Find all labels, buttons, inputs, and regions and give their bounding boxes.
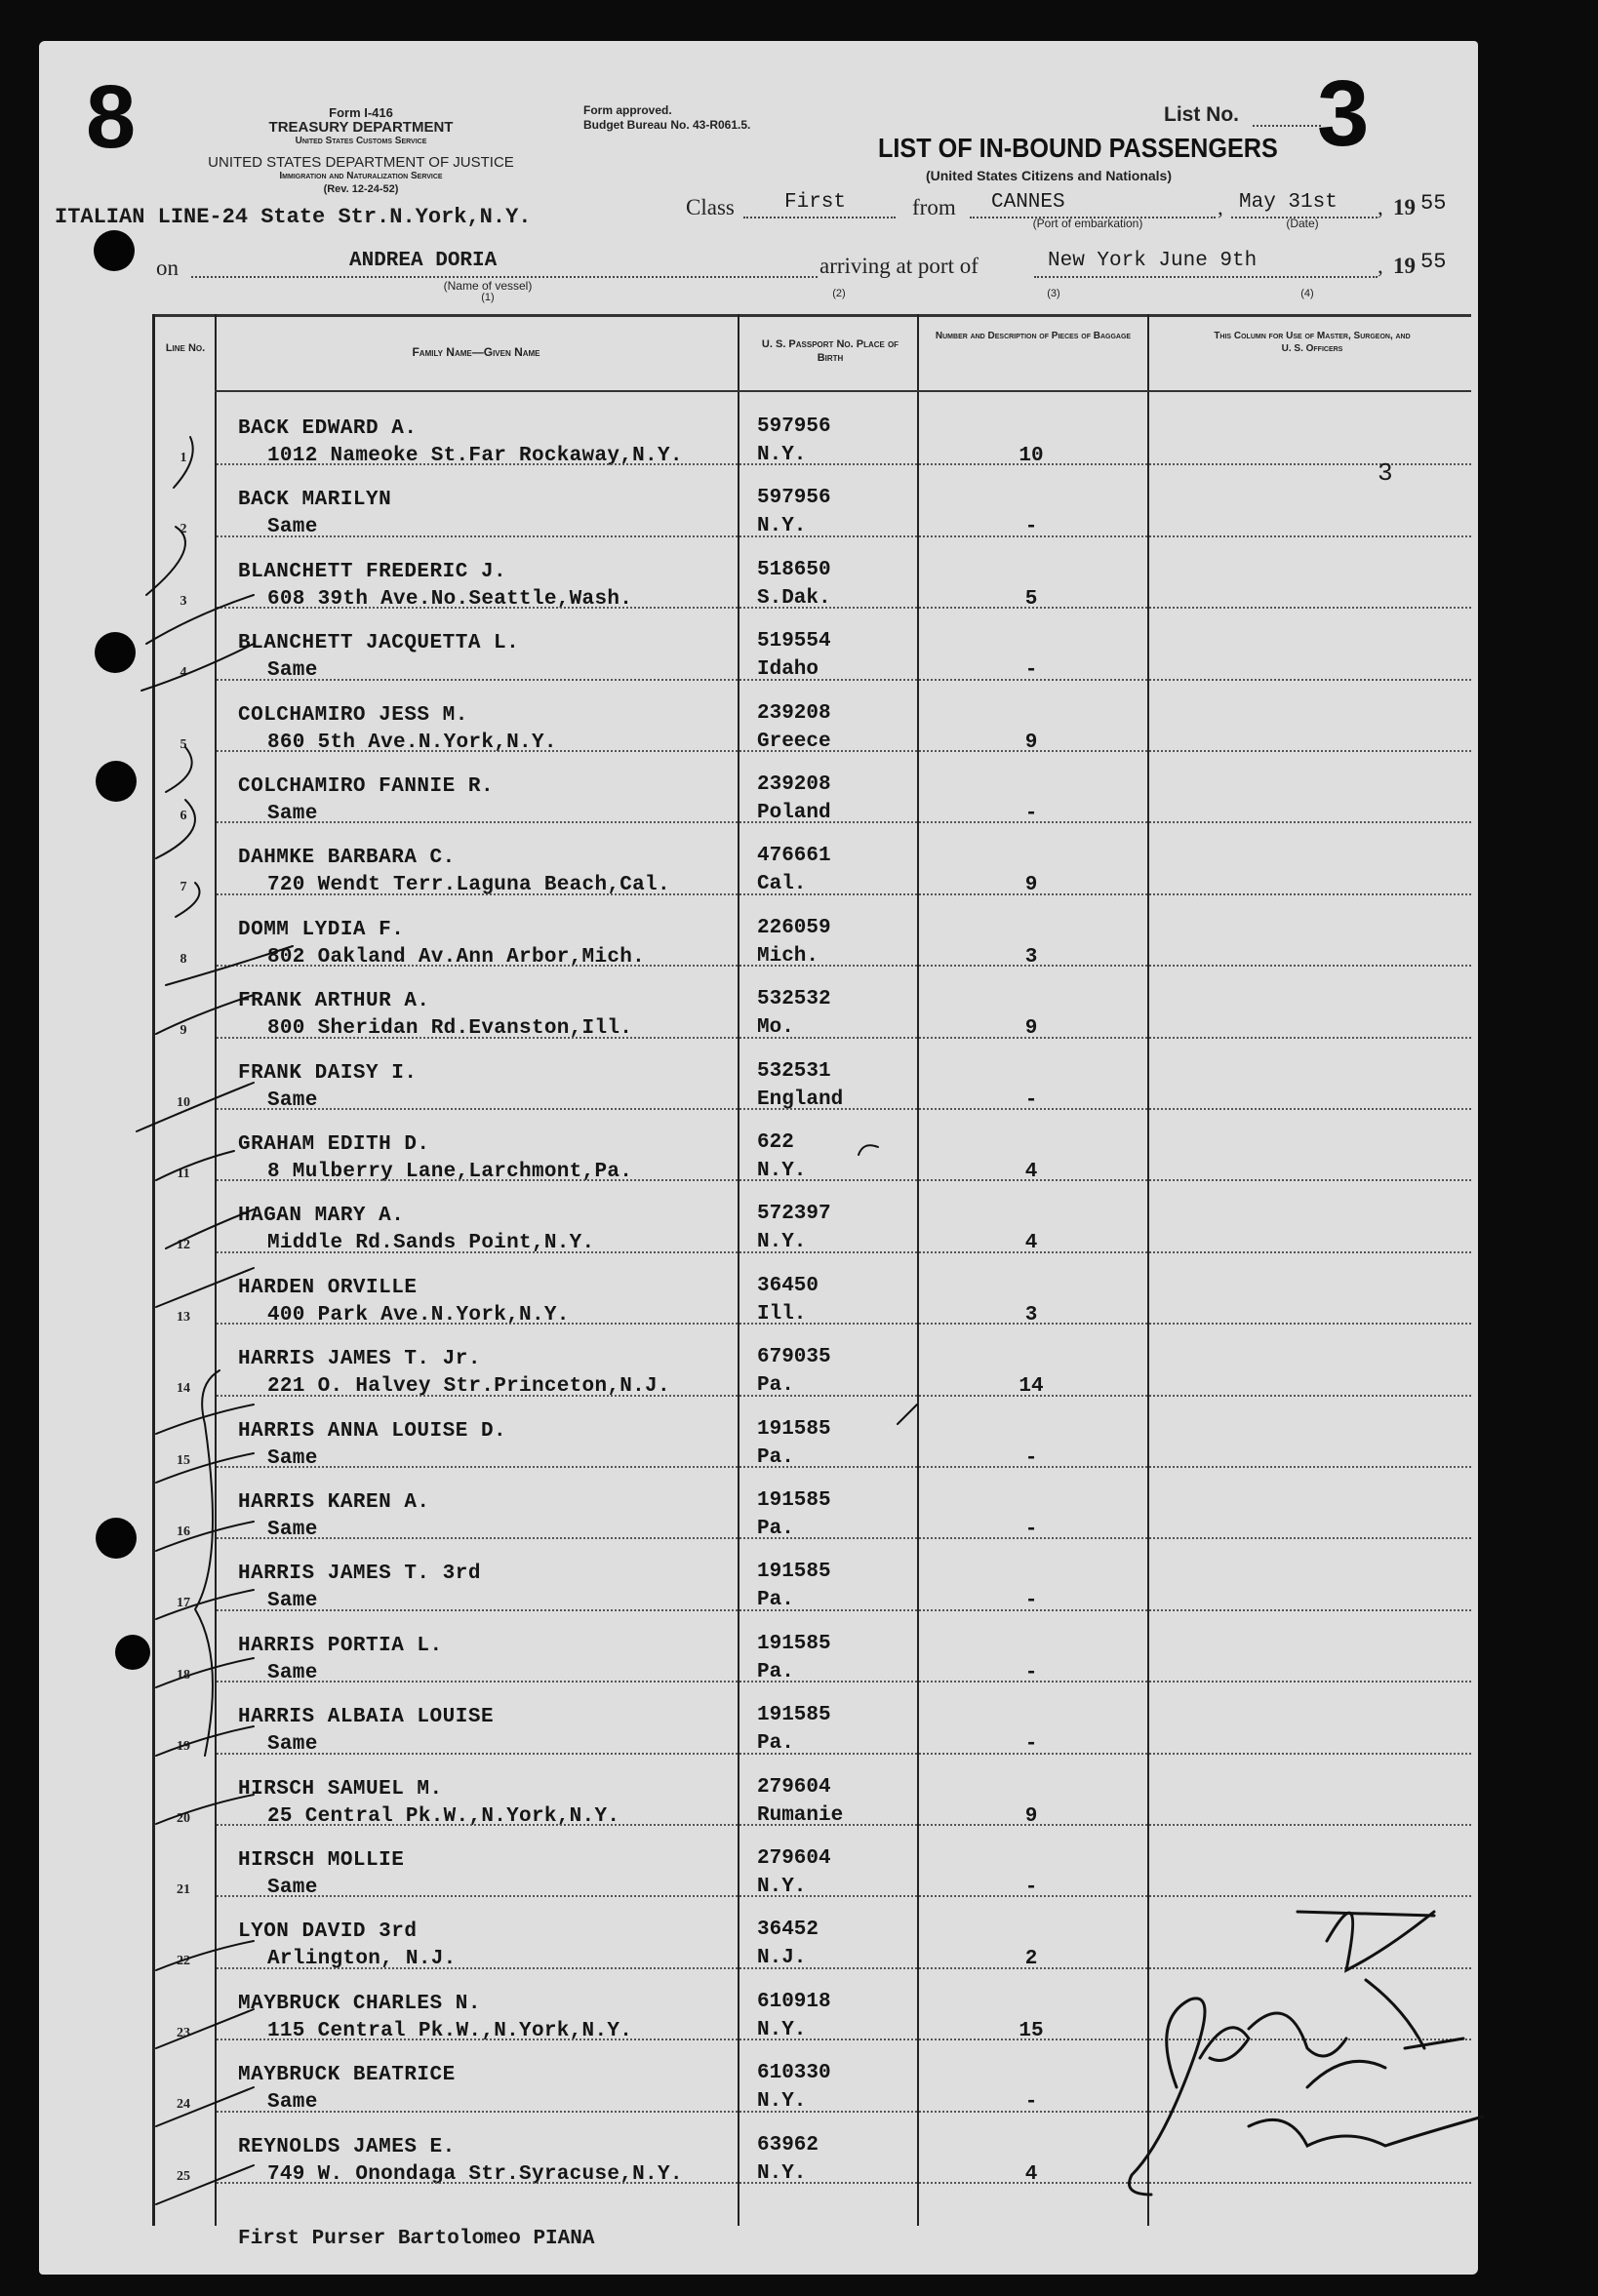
passenger-address: 221 O. Halvey Str.Princeton,N.J.	[267, 1375, 670, 1399]
baggage-count: 4	[1024, 2162, 1038, 2186]
caption-2: (2)	[832, 288, 846, 299]
line-number: 21	[177, 1882, 190, 1897]
place-of-birth: N.Y.	[757, 1876, 807, 1898]
passenger-address: Same	[267, 2091, 318, 2115]
caption-1: (1)	[481, 292, 495, 303]
baggage-count: 4	[1024, 1232, 1038, 1255]
passenger-name: BACK EDWARD A.	[238, 417, 418, 440]
date-caption: (Date)	[1286, 217, 1319, 230]
passenger-address: Same	[267, 1733, 318, 1757]
list-no-label: List No.	[1164, 103, 1239, 126]
place-of-birth: Ill.	[757, 1302, 807, 1326]
passport-number: 610918	[757, 1990, 831, 2013]
passport-number: 36452	[757, 1919, 819, 1942]
passenger-name: DOMM LYDIA F.	[238, 918, 405, 941]
vessel-caption: (Name of vessel)	[443, 279, 533, 293]
passenger-address: 800 Sheridan Rd.Evanston,Ill.	[267, 1017, 633, 1041]
passenger-address: Arlington, N.J.	[267, 1948, 457, 1971]
line-number: 14	[177, 1381, 190, 1397]
baggage-count: 15	[1019, 2019, 1044, 2042]
place-of-birth: England	[757, 1088, 844, 1111]
place-of-birth: Pa.	[757, 1445, 794, 1469]
arrival-year-prefix: 19	[1393, 254, 1416, 278]
place-of-birth: Greece	[757, 730, 831, 753]
place-of-birth: Pa.	[757, 1660, 794, 1683]
arriving-label: arriving at port of	[819, 254, 979, 278]
line-number: 1	[180, 451, 187, 465]
page-title: LIST OF IN-BOUND PASSENGERS	[878, 133, 1278, 163]
passenger-name: HIRSCH MOLLIE	[238, 1849, 405, 1872]
vessel-name: ANDREA DORIA	[349, 250, 498, 272]
list-number: 3	[1317, 61, 1370, 166]
place-of-birth: Mich.	[757, 944, 819, 968]
place-of-birth: N.Y.	[757, 1160, 807, 1182]
place-of-birth: N.Y.	[757, 515, 807, 538]
passport-number: 532532	[757, 988, 831, 1011]
place-of-birth: Cal.	[757, 873, 807, 896]
passenger-name: HARRIS ANNA LOUISE D.	[238, 1419, 507, 1443]
arrival-value: New York June 9th	[1048, 250, 1258, 272]
on-label: on	[156, 256, 179, 280]
passenger-name: FRANK DAISY I.	[238, 1061, 418, 1085]
baggage-count: -	[1024, 1519, 1038, 1541]
department-justice-sub: Immigration and Naturalization Service	[279, 171, 443, 181]
baggage-count: -	[1024, 516, 1038, 539]
baggage-count: 10	[1019, 445, 1044, 467]
passenger-address: Middle Rd.Sands Point,N.Y.	[267, 1232, 595, 1255]
passenger-name: HARRIS PORTIA L.	[238, 1634, 443, 1657]
line-number: 5	[180, 736, 187, 752]
footer-purser: First Purser Bartolomeo PIANA	[238, 2228, 595, 2250]
place-of-birth: N.Y.	[757, 444, 807, 466]
line-number: 25	[177, 2168, 190, 2184]
baggage-count: 9	[1024, 874, 1038, 897]
line-number: 7	[180, 880, 187, 895]
passenger-name: HARRIS JAMES T. 3rd	[238, 1563, 481, 1586]
place-of-birth: Pa.	[757, 1589, 794, 1612]
passport-number: 679035	[757, 1346, 831, 1369]
passenger-address: Same	[267, 516, 318, 539]
passenger-name: LYON DAVID 3rd	[238, 1920, 418, 1944]
passenger-address: Same	[267, 1590, 318, 1613]
passport-number: 476661	[757, 845, 831, 868]
baggage-count: 9	[1024, 731, 1038, 754]
column-header-passport: U. S. Passport No. Place of Birth	[761, 338, 899, 364]
passport-number: 191585	[757, 1489, 831, 1512]
passport-number: 279604	[757, 1847, 831, 1870]
line-number: 2	[180, 522, 187, 537]
line-number: 20	[177, 1810, 190, 1826]
passenger-address: 25 Central Pk.W.,N.York,N.Y.	[267, 1804, 620, 1828]
baggage-count: -	[1024, 659, 1038, 683]
page-subtitle: (United States Citizens and Nationals)	[925, 168, 1173, 183]
passenger-name: MAYBRUCK BEATRICE	[238, 2064, 456, 2087]
class-value: First	[784, 191, 847, 214]
passport-number: 597956	[757, 487, 831, 510]
passenger-address: Same	[267, 1089, 318, 1112]
passenger-name: MAYBRUCK CHARLES N.	[238, 1992, 481, 2015]
passport-number: 572397	[757, 1203, 831, 1226]
line-number: 8	[180, 951, 187, 967]
passenger-name: BACK MARILYN	[238, 489, 392, 512]
baggage-count: -	[1024, 1877, 1038, 1899]
line-number: 17	[177, 1596, 190, 1611]
passenger-name: REYNOLDS JAMES E.	[238, 2135, 456, 2158]
department-justice: UNITED STATES DEPARTMENT OF JUSTICE	[208, 154, 514, 171]
line-number: 22	[177, 1954, 190, 1969]
baggage-count: -	[1024, 1089, 1038, 1112]
place-of-birth: Idaho	[757, 658, 819, 682]
arrival-year: 55	[1420, 250, 1447, 274]
place-of-birth: N.Y.	[757, 2090, 807, 2114]
baggage-count: 2	[1024, 1948, 1038, 1971]
passenger-name: HARDEN ORVILLE	[238, 1276, 418, 1299]
line-number: 10	[177, 1094, 190, 1110]
passport-number: 532531	[757, 1059, 831, 1083]
baggage-count: -	[1024, 1590, 1038, 1613]
passenger-name: FRANK ARTHUR A.	[238, 990, 430, 1013]
passenger-address: Same	[267, 659, 318, 683]
baggage-count: 5	[1024, 587, 1038, 611]
column-header-officers: This Column for Use of Master, Surgeon, and U. S. Officers	[1214, 331, 1411, 354]
line-number: 16	[177, 1524, 190, 1539]
passenger-address: 8 Mulberry Lane,Larchmont,Pa.	[267, 1161, 633, 1183]
class-label: Class	[686, 195, 735, 219]
column-header-name: Family Name—Given Name	[412, 345, 540, 359]
passport-number: 519554	[757, 630, 831, 653]
passenger-name: BLANCHETT FREDERIC J.	[238, 560, 507, 583]
passport-number: 191585	[757, 1704, 831, 1727]
passenger-name: HARRIS KAREN A.	[238, 1491, 430, 1514]
place-of-birth: Poland	[757, 802, 831, 824]
passport-number: 191585	[757, 1561, 831, 1584]
passenger-address: Same	[267, 1661, 318, 1684]
passenger-address: 860 5th Ave.N.York,N.Y.	[267, 731, 557, 754]
place-of-birth: Rumanie	[757, 1803, 844, 1827]
baggage-count: 4	[1024, 1161, 1038, 1183]
passenger-name: GRAHAM EDITH D.	[238, 1133, 430, 1156]
baggage-count: -	[1024, 2091, 1038, 2115]
place-of-birth: N.J.	[757, 1947, 807, 1970]
passenger-name: DAHMKE BARBARA C.	[238, 847, 456, 870]
passenger-address: 749 W. Onondaga Str.Syracuse,N.Y.	[267, 2162, 683, 2186]
passenger-name: COLCHAMIRO FANNIE R.	[238, 775, 495, 798]
passenger-address: Same	[267, 1519, 318, 1541]
passport-number: 279604	[757, 1775, 831, 1799]
passenger-address: Same	[267, 1446, 318, 1470]
line-number: 12	[177, 1238, 190, 1253]
column-header-line-no: Line No.	[165, 342, 206, 354]
line-number: 4	[180, 665, 187, 681]
port-caption: (Port of embarkation)	[1032, 217, 1143, 230]
budget-bureau: Budget Bureau No. 43-R061.5.	[583, 118, 751, 132]
place-of-birth: N.Y.	[757, 2018, 807, 2041]
baggage-count: 3	[1024, 1303, 1038, 1326]
passenger-address: 400 Park Ave.N.York,N.Y.	[267, 1303, 570, 1326]
place-of-birth: Mo.	[757, 1016, 794, 1040]
line-number: 9	[180, 1023, 187, 1039]
line-number: 6	[180, 809, 187, 823]
passport-number: 63962	[757, 2133, 819, 2157]
corner-mark: 8	[86, 67, 137, 167]
passport-number: 191585	[757, 1417, 831, 1441]
passenger-address: Same	[267, 1877, 318, 1899]
place-of-birth: Pa.	[757, 1732, 794, 1756]
place-of-birth: Pa.	[757, 1518, 794, 1540]
baggage-count: -	[1024, 1733, 1038, 1757]
revision: (Rev. 12-24-52)	[323, 183, 399, 195]
line-number: 15	[177, 1452, 190, 1468]
from-label: from	[912, 195, 956, 219]
passenger-address: Same	[267, 803, 318, 825]
place-of-birth: S.Dak.	[757, 586, 831, 610]
passport-number: 597956	[757, 416, 831, 438]
baggage-count: 9	[1024, 1804, 1038, 1828]
passenger-address: 720 Wendt Terr.Laguna Beach,Cal.	[267, 874, 670, 897]
baggage-count: -	[1024, 803, 1038, 825]
baggage-count: 9	[1024, 1017, 1038, 1041]
baggage-count: 14	[1019, 1375, 1044, 1399]
signature-mark	[1130, 1912, 1484, 2195]
passport-number: 239208	[757, 701, 831, 725]
officer-note: 3	[1378, 458, 1393, 488]
passport-number: 610330	[757, 2062, 831, 2085]
caption-3: (3)	[1047, 288, 1060, 299]
caption-4: (4)	[1300, 288, 1314, 299]
place-of-birth: Pa.	[757, 1374, 794, 1398]
form-approved: Form approved.	[583, 103, 672, 117]
passport-number: 622	[757, 1131, 794, 1154]
passport-number: 239208	[757, 773, 831, 796]
place-of-birth: N.Y.	[757, 2161, 807, 2185]
place-of-birth: N.Y.	[757, 1231, 807, 1254]
baggage-count: 3	[1024, 945, 1038, 969]
line-number: 18	[177, 1667, 190, 1682]
departure-year: 55	[1420, 191, 1447, 216]
line-number: 19	[177, 1739, 190, 1755]
passenger-address: 1012 Nameoke St.Far Rockaway,N.Y.	[267, 445, 683, 467]
line-number: 23	[177, 2025, 190, 2040]
line-number: 24	[177, 2097, 190, 2113]
passenger-name: HARRIS ALBAIA LOUISE	[238, 1706, 495, 1729]
line-number: 11	[177, 1167, 190, 1181]
passenger-name: HAGAN MARY A.	[238, 1205, 405, 1228]
baggage-count: -	[1024, 1446, 1038, 1470]
departure-date: May 31st	[1239, 191, 1338, 214]
passenger-name: BLANCHETT JACQUETTA L.	[238, 632, 520, 655]
column-header-baggage: Number and Description of Pieces of Baggage	[935, 331, 1132, 341]
form-number: Form I-416	[329, 105, 393, 120]
steamship-line: ITALIAN LINE-24 State Str.N.York,N.Y.	[55, 205, 532, 229]
passenger-address: 802 Oakland Av.Ann Arbor,Mich.	[267, 945, 646, 969]
line-number: 13	[177, 1309, 190, 1325]
year-prefix: 19	[1393, 195, 1416, 219]
department-treasury: TREASURY DEPARTMENT	[268, 119, 454, 136]
passenger-name: COLCHAMIRO JESS M.	[238, 703, 468, 727]
passenger-address: 115 Central Pk.W.,N.York,N.Y.	[267, 2019, 633, 2042]
passport-number: 36450	[757, 1274, 819, 1297]
passenger-name: HARRIS JAMES T. Jr.	[238, 1348, 481, 1371]
passenger-name: HIRSCH SAMUEL M.	[238, 1777, 443, 1801]
passenger-address: 608 39th Ave.No.Seattle,Wash.	[267, 587, 633, 611]
line-number: 3	[180, 593, 187, 609]
passport-number: 191585	[757, 1632, 831, 1655]
from-value: CANNES	[991, 191, 1065, 214]
department-treasury-sub: United States Customs Service	[295, 136, 427, 146]
passport-number: 518650	[757, 558, 831, 581]
baggage-count: -	[1024, 1661, 1038, 1684]
passport-number: 226059	[757, 916, 831, 939]
